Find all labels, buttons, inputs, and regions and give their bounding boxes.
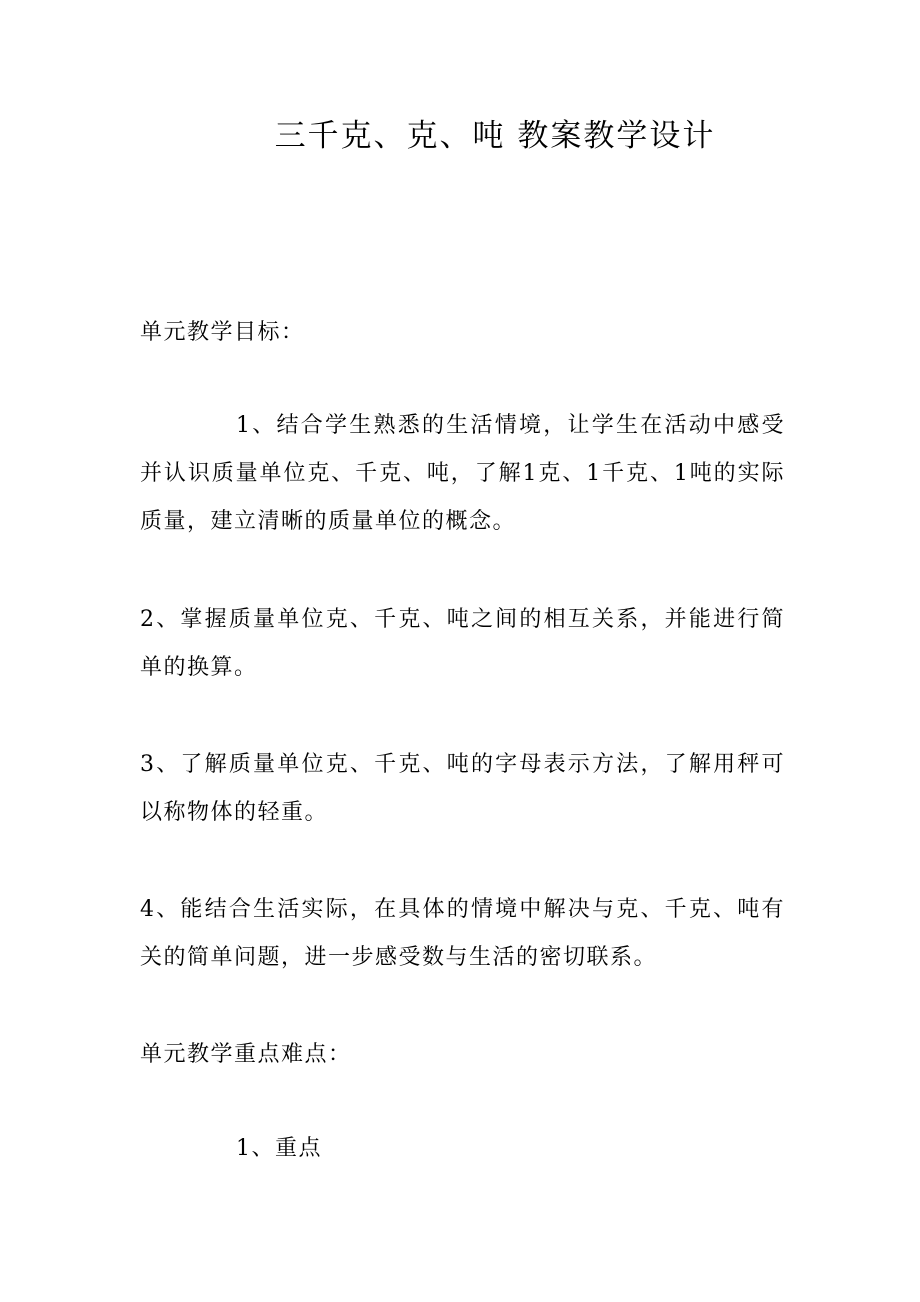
objective-1-paragraph: 1、结合学生熟悉的生活情境，让学生在活动中感受并认识质量单位克、千克、吨，了解1克、1千克、1吨的实际质量，建立清晰的质量单位的概念。 [140, 413, 785, 534]
document-title: 三千克、克、吨 教案教学设计 [274, 118, 716, 154]
key-point-1-heading: 1、重点 [236, 1136, 322, 1161]
objective-2-paragraph: 2、掌握质量单位克、千克、吨之间的相互关系，并能进行简单的换算。 [140, 607, 785, 680]
objective-3-paragraph: 3、了解质量单位克、千克、吨的字母表示方法，了解用秤可以称物体的轻重。 [140, 752, 785, 825]
section-heading-objectives: 单元教学目标： [140, 320, 305, 345]
section-heading-key-points: 单元教学重点难点： [140, 1042, 352, 1067]
objective-4-paragraph: 4、能结合生活实际，在具体的情境中解决与克、千克、吨有关的简单问题，进一步感受数与生活的密切联系。 [140, 897, 785, 970]
